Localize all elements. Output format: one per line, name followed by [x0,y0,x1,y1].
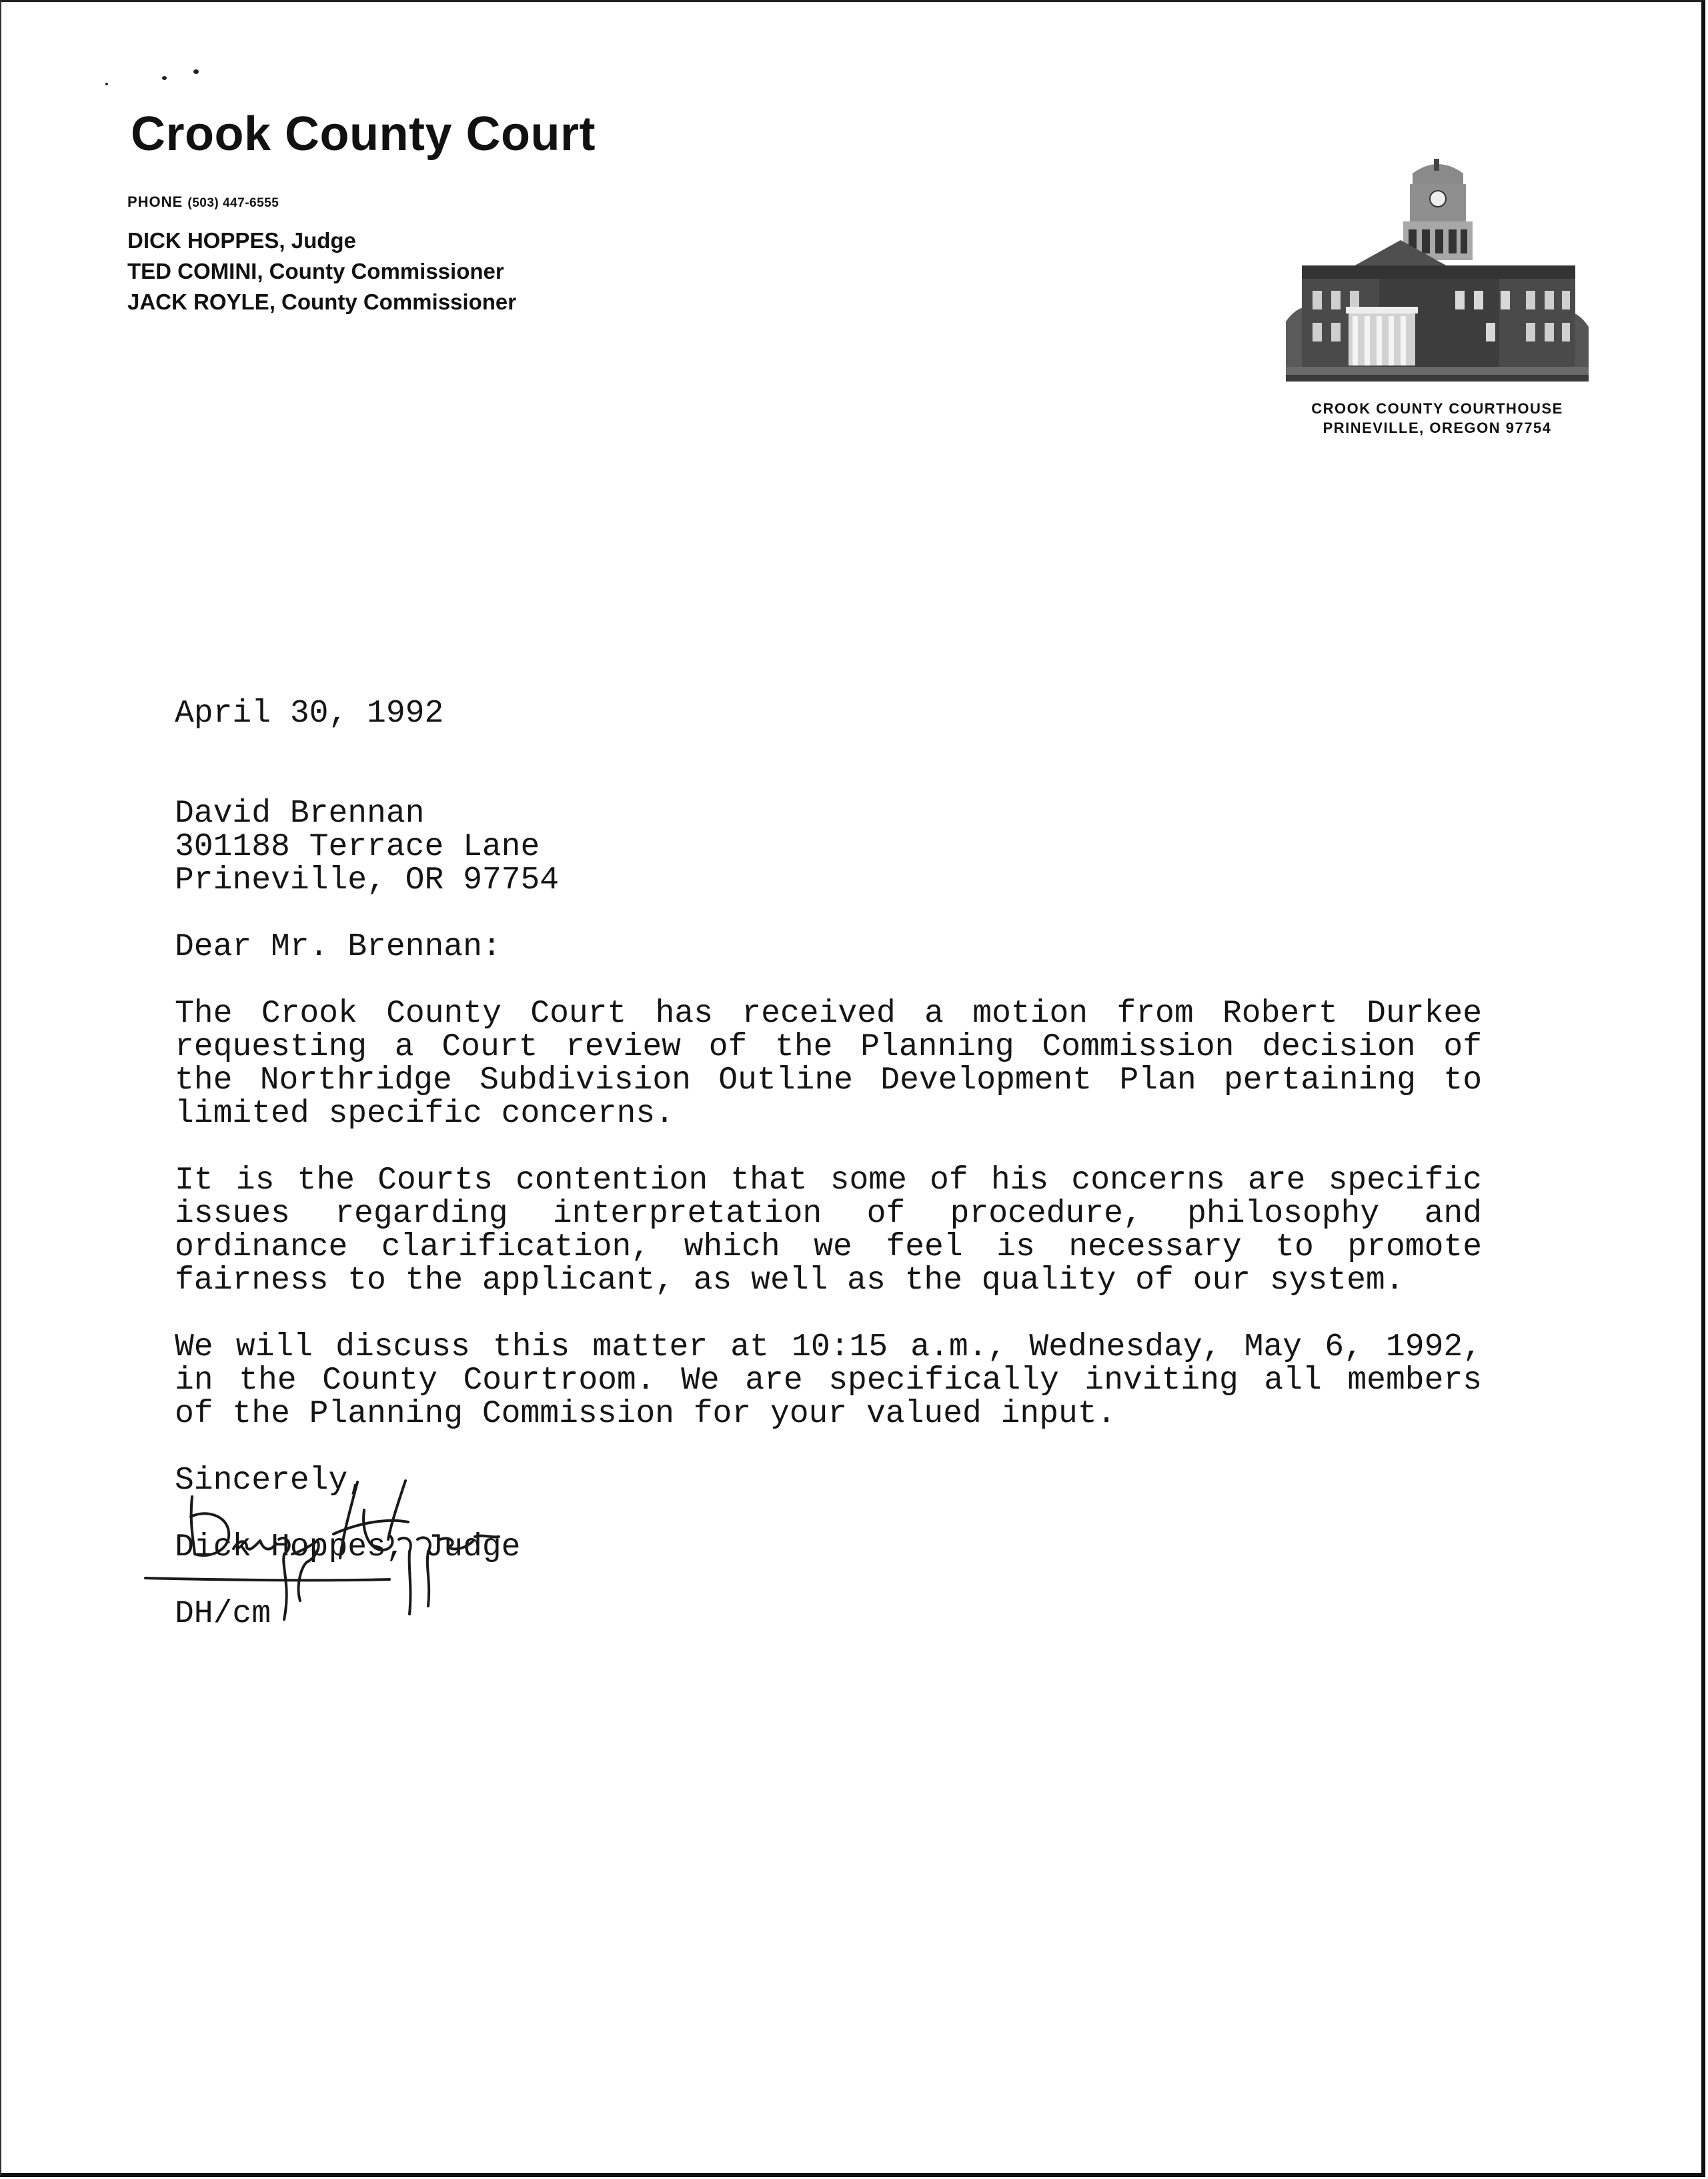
paragraph-1 [175,997,1482,1131]
closing: Sincerely, [175,1463,367,1499]
letter-date: April 30, 1992 [175,696,444,732]
recipient-name: David Brennan [175,796,425,832]
recipient-street: 301188 Terrace Lane [175,829,540,865]
paragraph-line: It is the Courts contention that some of his concerns are specific [175,1163,1482,1199]
paragraph-line: issues regarding interpretation of procedure, philosophy and [175,1196,1482,1232]
paragraph-line: limited specific concerns. [175,1096,674,1132]
scan-speck [162,76,167,80]
phone-number: (503) 447-6555 [187,196,279,210]
scan-speck [193,69,199,74]
recipient-address [175,797,1482,897]
official-commissioner-1: TED COMINI, County Commissioner [127,259,504,283]
paragraph-line: the Northridge Subdivision Outline Development Plan pertaining to [175,1062,1482,1099]
recipient-city: Prineville, OR 97754 [175,862,560,898]
officials-list [127,225,516,317]
paragraph-3 [175,1331,1482,1431]
paragraph-line: of the Planning Commission for your valued input. [175,1396,1116,1432]
phone-label: PHONE [127,193,183,210]
official-judge: DICK HOPPES, Judge [127,228,356,253]
paragraph-line: The Crook County Court has received a motion from Robert Durkee [175,996,1482,1032]
scan-speck [105,83,108,85]
courthouse-caption-name: CROOK COUNTY COURTHOUSE [1311,400,1563,417]
typist-initials: DH/cm [175,1596,271,1632]
signer-name: Dick Hoppes, Judge [175,1529,521,1565]
paragraph-line: ordinance clarification, which we feel is necessary to promote [175,1229,1482,1265]
handwritten-signature [133,1461,587,1621]
paragraph-line: in the County Courtroom. We are specifically inviting all members [175,1363,1482,1399]
paragraph-2 [175,1164,1482,1297]
courthouse-caption [1254,399,1621,438]
paragraph-line: requesting a Court review of the Planning Commission decision of [175,1029,1482,1065]
salutation: Dear Mr. Brennan: [175,929,502,965]
courthouse-photo [1286,155,1589,382]
org-name: Crook County Court [131,107,596,161]
paragraph-line: We will discuss this matter at 10:15 a.m., Wednesday, May 6, 1992, [175,1329,1482,1365]
phone-line [127,193,279,211]
official-commissioner-2: JACK ROYLE, County Commissioner [127,289,517,314]
paragraph-line: fairness to the applicant, as well as the quality of our system. [175,1263,1405,1299]
courthouse-caption-location: PRINEVILLE, OREGON 97754 [1323,420,1552,436]
